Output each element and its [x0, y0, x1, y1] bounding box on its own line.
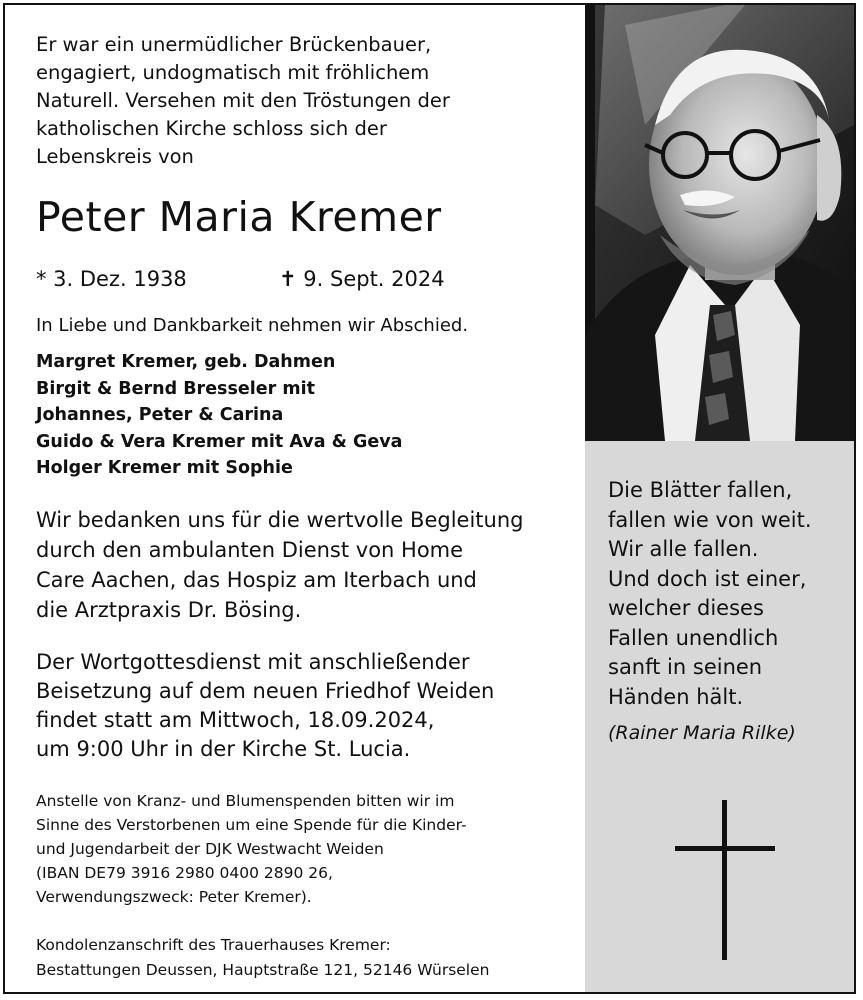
poem-line: Händen hält.	[608, 684, 744, 709]
intro-line: Er war ein unermüdlicher Brückenbauer,	[36, 33, 432, 56]
poem-line: sanft in seinen	[608, 655, 763, 679]
service-line: Der Wortgottesdienst mit anschließender	[36, 650, 470, 674]
condolence-address	[36, 933, 581, 983]
condolence-line: Kondolenzanschrift des Trauerhauses Kremer:	[36, 936, 391, 954]
poem-line: fallen wie von weit.	[608, 507, 812, 532]
poem-line: Fallen unendlich	[608, 625, 779, 650]
obituary-frame	[3, 3, 856, 994]
donation-text	[36, 789, 581, 909]
cross-vertical-bar	[722, 800, 727, 960]
main-column	[5, 5, 585, 992]
donation-line: Sinne des Verstorbenen um eine Spende für die Kinder-	[36, 816, 467, 834]
family-member: Holger Kremer mit Sophie	[36, 458, 293, 478]
service-line: um 9:00 Uhr in der Kirche St. Lucia.	[36, 737, 411, 761]
farewell-line: In Liebe und Dankbarkeit nehmen wir Abschied.	[36, 315, 469, 336]
intro-line: Lebenskreis von	[36, 145, 194, 168]
intro-line: Naturell. Versehen mit den Tröstungen der	[36, 89, 450, 112]
donation-line: (IBAN DE79 3916 2980 0400 2890 26,	[36, 864, 333, 882]
thanks-line: Care Aachen, das Hospiz am Iterbach und	[36, 568, 477, 592]
poem-line: Die Blätter fallen,	[608, 478, 793, 502]
service-line: Beisetzung auf dem neuen Friedhof Weiden	[36, 679, 495, 703]
cross-horizontal-bar	[675, 846, 775, 851]
service-text	[36, 648, 581, 764]
birth-date: * 3. Dez. 1938	[36, 267, 187, 291]
intro-text	[36, 31, 576, 171]
thanks-line: Wir bedanken uns für die wertvolle Begleitung	[36, 508, 524, 532]
donation-line: Verwendungszweck: Peter Kremer).	[36, 888, 312, 906]
intro-line: katholischen Kirche schloss sich der	[36, 117, 387, 140]
thanks-line: durch den ambulanten Dienst von Home	[36, 538, 464, 562]
family-member: Birgit & Bernd Bresseler mit	[36, 378, 315, 399]
deceased-name: Peter Maria Kremer	[36, 193, 442, 241]
condolence-line: Bestattungen Deussen, Hauptstraße 121, 52146 Würselen	[36, 961, 490, 979]
poem-line: Und doch ist einer,	[608, 566, 807, 591]
poem-line: Wir alle fallen.	[608, 537, 759, 561]
family-member: Margret Kremer, geb. Dahmen	[36, 352, 336, 372]
portrait-photo	[585, 5, 854, 441]
side-column	[585, 5, 854, 992]
intro-line: engagiert, undogmatisch mit fröhlichem	[36, 61, 430, 84]
poem-author: (Rainer Maria Rilke)	[608, 722, 796, 744]
donation-line: und Jugendarbeit der DJK Westwacht Weiden	[36, 840, 384, 858]
poem	[608, 476, 848, 712]
family-member: Guido & Vera Kremer mit Ava & Geva	[36, 431, 403, 452]
poem-line: welcher dieses	[608, 596, 764, 620]
thanks-line: die Arztpraxis Dr. Bösing.	[36, 598, 302, 622]
thanks-text	[36, 505, 581, 625]
service-line: findet statt am Mittwoch, 18.09.2024,	[36, 708, 435, 732]
family-list	[36, 349, 402, 482]
death-date: ✝ 9. Sept. 2024	[279, 267, 445, 291]
donation-line: Anstelle von Kranz- und Blumenspenden bitten wir im	[36, 792, 455, 810]
family-member: Johannes, Peter & Carina	[36, 405, 284, 425]
cross-icon	[675, 800, 775, 960]
